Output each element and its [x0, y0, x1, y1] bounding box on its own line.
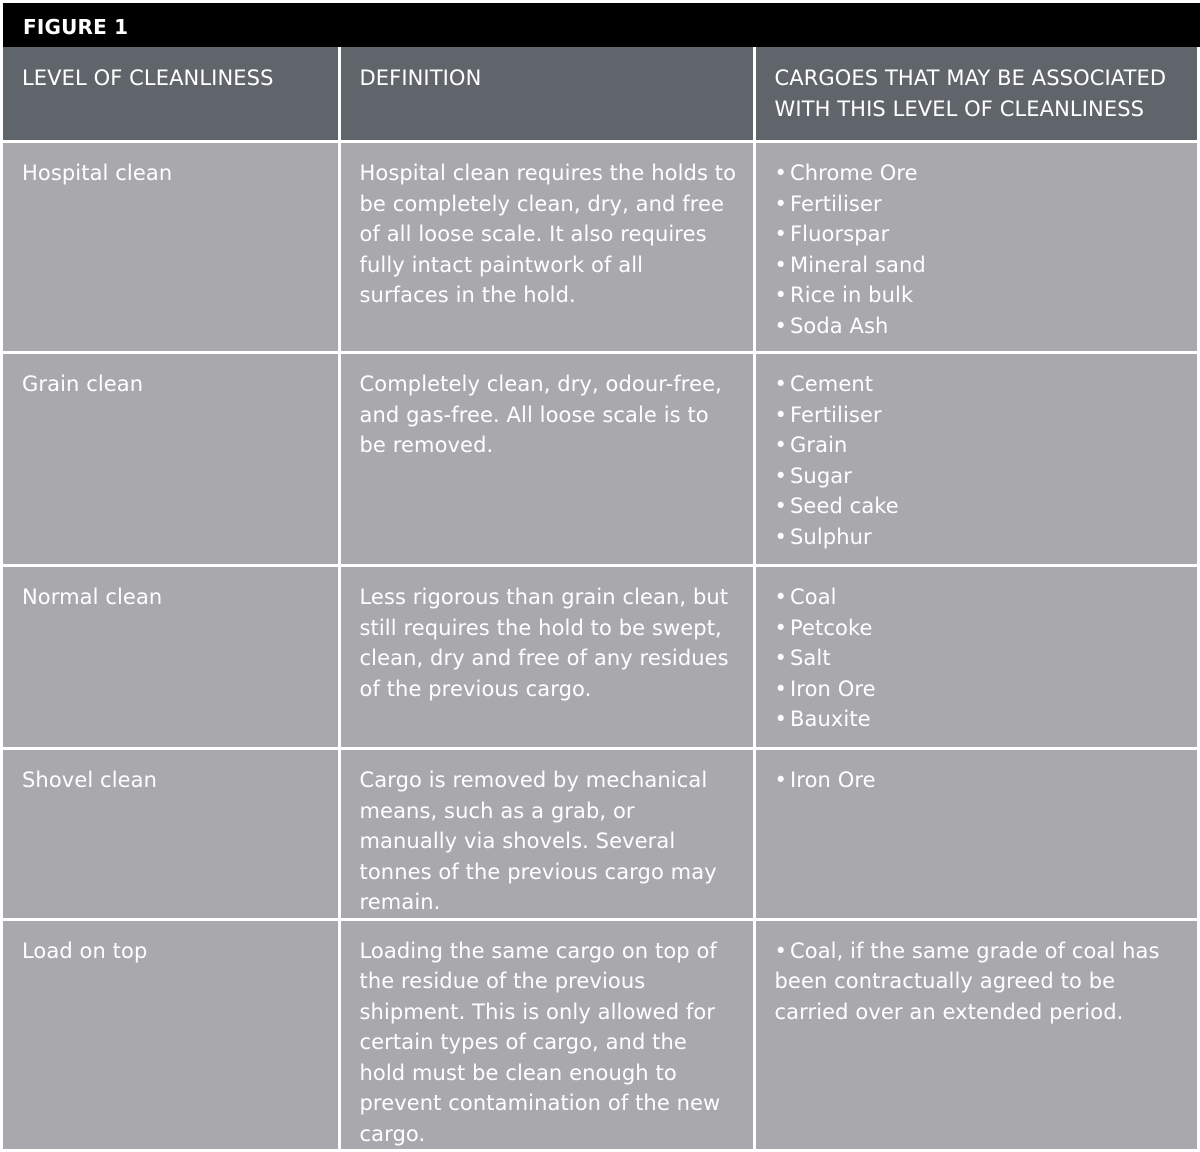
table-header-row: [3, 47, 1197, 142]
table-row: [3, 566, 1197, 749]
cargo-list: [775, 369, 1182, 552]
figure-caption: FIGURE 1: [3, 3, 1200, 47]
definition-cell: Cargo is removed by mechanical means, such as a grab, or manually via shovels. Several tonnes of the previous cargo may remain.: [339, 749, 754, 920]
cargo-list: [775, 765, 1182, 796]
level-cell: Shovel clean: [3, 749, 339, 920]
level-cell: Grain clean: [3, 353, 339, 566]
cargo-item: • Iron Ore: [775, 765, 1182, 796]
cargo-item: • Mineral sand: [775, 250, 1182, 281]
cargo-item: • Fertiliser: [775, 400, 1182, 431]
header-cargoes: CARGOES THAT MAY BE ASSOCIATED WITH THIS LEVEL OF CLEANLINESS: [754, 47, 1197, 142]
cargoes-cell: [754, 749, 1197, 920]
cargo-item: • Sugar: [775, 461, 1182, 492]
cargoes-cell: [754, 919, 1197, 1151]
level-cell: Normal clean: [3, 566, 339, 749]
cargo-list: [775, 582, 1182, 735]
level-cell: Hospital clean: [3, 142, 339, 353]
table-row: [3, 142, 1197, 353]
figure-container: [3, 3, 1200, 1146]
header-definition: DEFINITION: [339, 47, 754, 142]
cargo-item: • Rice in bulk: [775, 280, 1182, 311]
table-row: [3, 919, 1197, 1151]
cargo-item: • Coal: [775, 582, 1182, 613]
cargo-note: • Coal, if the same grade of coal has been contractually agreed to be carried over an extended period.: [775, 936, 1182, 1028]
definition-cell: Less rigorous than grain clean, but still requires the hold to be swept, clean, dry and free of any residues of the previous cargo.: [339, 566, 754, 749]
cargo-item: • Petcoke: [775, 613, 1182, 644]
definition-cell: Completely clean, dry, odour-free, and gas-free. All loose scale is to be removed.: [339, 353, 754, 566]
cargo-item: • Sulphur: [775, 522, 1182, 553]
cargo-item: • Salt: [775, 643, 1182, 674]
cargoes-cell: [754, 142, 1197, 353]
cleanliness-table: [3, 47, 1197, 1152]
cargo-item: • Cement: [775, 369, 1182, 400]
cargoes-cell: [754, 353, 1197, 566]
cargo-list: [775, 158, 1182, 341]
definition-cell: Loading the same cargo on top of the residue of the previous shipment. This is only allowed for certain types of cargo, and the hold must be clean enough to prevent contamination of the new cargo.: [339, 919, 754, 1151]
header-level: LEVEL OF CLEANLINESS: [3, 47, 339, 142]
cargo-item: • Grain: [775, 430, 1182, 461]
table-row: [3, 749, 1197, 920]
definition-cell: Hospital clean requires the holds to be completely clean, dry, and free of all loose scale. It also requires fully intact paintwork of all surfaces in the hold.: [339, 142, 754, 353]
cargo-item: • Chrome Ore: [775, 158, 1182, 189]
level-cell: Load on top: [3, 919, 339, 1151]
cargo-item: • Seed cake: [775, 491, 1182, 522]
cargo-item: • Fertiliser: [775, 189, 1182, 220]
cargo-item: • Bauxite: [775, 704, 1182, 735]
cargo-item: • Fluorspar: [775, 219, 1182, 250]
table-row: [3, 353, 1197, 566]
cargoes-cell: [754, 566, 1197, 749]
cargo-item: • Soda Ash: [775, 311, 1182, 342]
cargo-item: • Iron Ore: [775, 674, 1182, 705]
